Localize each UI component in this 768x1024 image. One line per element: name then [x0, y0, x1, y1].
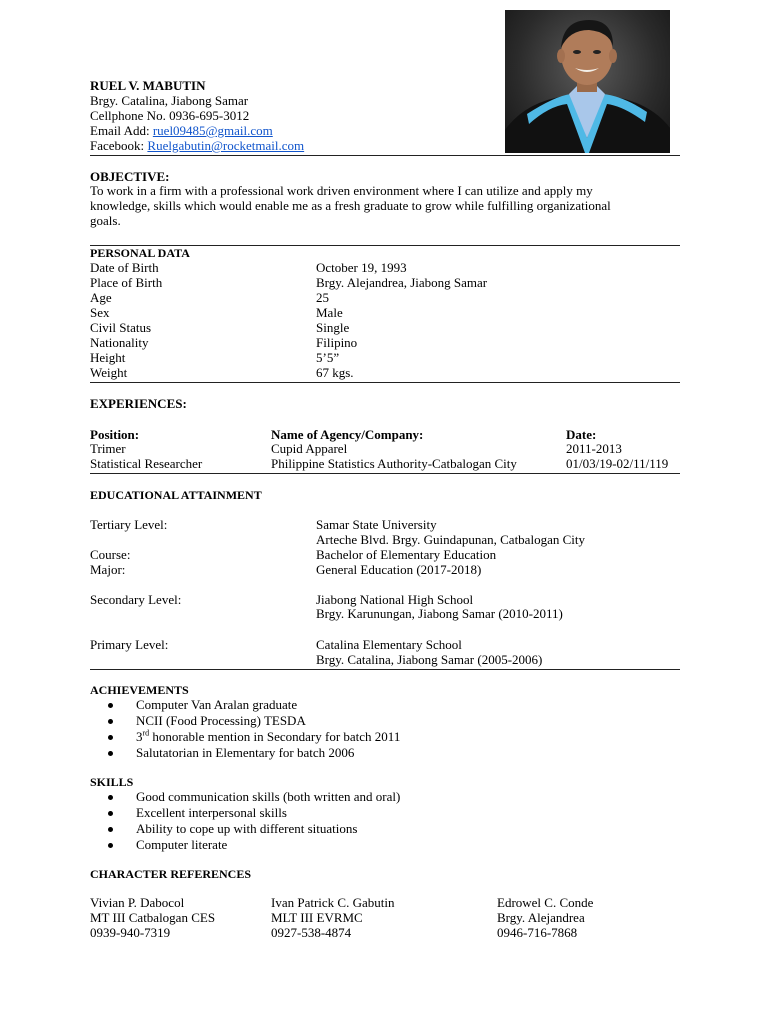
tertiary-label: Tertiary Level: — [90, 517, 168, 532]
primary-school: Catalina Elementary School — [316, 637, 462, 652]
column-agency: Name of Agency/Company: — [271, 427, 424, 442]
education-row — [90, 562, 690, 577]
reference-phone: 0927-538-4874 — [271, 925, 352, 940]
list-item — [108, 729, 400, 745]
ordinal-number: 3 — [136, 729, 143, 744]
list-item: Ability to cope up with different situations — [108, 821, 400, 837]
reference-position: Brgy. Alejandrea — [497, 910, 585, 925]
experience-row — [90, 441, 690, 456]
skills-list — [108, 789, 400, 853]
reference-phone: 0946-716-7868 — [497, 925, 578, 940]
education-row — [90, 606, 690, 621]
list-item: Computer literate — [108, 837, 400, 853]
objective-heading: OBJECTIVE: — [90, 169, 170, 184]
personal-data-heading: PERSONAL DATA — [90, 246, 190, 260]
divider-personal — [90, 382, 680, 383]
graduate-portrait-icon — [505, 10, 670, 153]
facebook-label: Facebook: — [90, 138, 148, 153]
primary-label: Primary Level: — [90, 637, 169, 652]
personal-label: Weight — [90, 365, 128, 380]
education-row — [90, 592, 690, 607]
personal-value: Male — [316, 305, 343, 320]
personal-label: Place of Birth — [90, 275, 163, 290]
personal-label: Nationality — [90, 335, 149, 350]
reference-name: Ivan Patrick C. Gabutin — [271, 895, 395, 910]
profile-photo — [505, 10, 670, 153]
personal-value: 25 — [316, 290, 329, 305]
primary-address: Brgy. Catalina, Jiabong Samar (2005-2006) — [316, 652, 543, 667]
personal-row — [90, 275, 690, 290]
objective-line-3: goals. — [90, 213, 121, 228]
personal-label: Sex — [90, 305, 110, 320]
reference-position: MT III Catbalogan CES — [90, 910, 216, 925]
personal-value: 67 kgs. — [316, 365, 354, 380]
major-value: General Education (2017-2018) — [316, 562, 482, 577]
experience-agency: Cupid Apparel — [271, 441, 348, 456]
personal-value: Filipino — [316, 335, 358, 350]
personal-label: Civil Status — [90, 320, 152, 335]
reference-card — [497, 895, 593, 940]
experience-row — [90, 456, 690, 471]
list-item: Excellent interpersonal skills — [108, 805, 400, 821]
education-row — [90, 532, 690, 547]
personal-value: October 19, 1993 — [316, 260, 407, 275]
secondary-school: Jiabong National High School — [316, 592, 474, 607]
achievements-heading: ACHIEVEMENTS — [90, 683, 189, 697]
email-link[interactable]: ruel09485@gmail.com — [152, 123, 273, 138]
secondary-address: Brgy. Karunungan, Jiabong Samar (2010-2011) — [316, 606, 563, 621]
reference-card — [90, 895, 215, 940]
personal-value: Single — [316, 320, 350, 335]
objective-line-2: knowledge, skills which would enable me as a fresh graduate to grow while fulfilling organizational — [90, 198, 611, 213]
experience-header-row — [90, 427, 690, 442]
achievements-list — [108, 697, 400, 761]
personal-label: Height — [90, 350, 126, 365]
personal-label: Age — [90, 290, 112, 305]
personal-row — [90, 260, 690, 275]
experience-position: Trimer — [90, 441, 126, 456]
list-item: NCII (Food Processing) TESDA — [108, 713, 400, 729]
list-item: Good communication skills (both written and oral) — [108, 789, 400, 805]
secondary-label: Secondary Level: — [90, 592, 182, 607]
experience-date: 2011-2013 — [566, 441, 622, 456]
personal-row — [90, 335, 690, 350]
education-row — [90, 517, 690, 532]
personal-row — [90, 290, 690, 305]
personal-value: Brgy. Alejandrea, Jiabong Samar — [316, 275, 488, 290]
applicant-name: RUEL V. MABUTIN — [90, 78, 206, 93]
personal-row — [90, 350, 690, 365]
list-item: Salutatorian in Elementary for batch 2006 — [108, 745, 400, 761]
reference-name: Edrowel C. Conde — [497, 895, 594, 910]
course-label: Course: — [90, 547, 131, 562]
personal-label: Date of Birth — [90, 260, 159, 275]
column-position: Position: — [90, 427, 140, 442]
facebook-link[interactable]: Ruelgabutin@rocketmail.com — [147, 138, 305, 153]
ordinal-suffix: rd — [142, 728, 150, 738]
facebook-line — [90, 138, 304, 153]
experience-position: Statistical Researcher — [90, 456, 203, 471]
email-line — [90, 123, 273, 138]
experience-date: 01/03/19-02/11/119 — [566, 456, 669, 471]
references-heading: CHARACTER REFERENCES — [90, 867, 252, 881]
experience-agency: Philippine Statistics Authority-Catbalogan City — [271, 456, 517, 471]
course-value: Bachelor of Elementary Education — [316, 547, 497, 562]
education-row — [90, 652, 690, 667]
personal-row — [90, 305, 690, 320]
education-heading: EDUCATIONAL ATTAINMENT — [90, 488, 262, 502]
personal-value: 5’5” — [316, 350, 340, 365]
personal-row — [90, 365, 690, 380]
divider-header — [90, 155, 680, 156]
experiences-heading: EXPERIENCES: — [90, 396, 187, 411]
achievement-text: honorable mention in Secondary for batch 2011 — [149, 729, 401, 744]
personal-row — [90, 320, 690, 335]
objective-line-1: To work in a firm with a professional work driven environment where I can utilize and apply my — [90, 183, 593, 198]
reference-position: MLT III EVRMC — [271, 910, 363, 925]
education-row — [90, 547, 690, 562]
list-item: Computer Van Aralan graduate — [108, 697, 400, 713]
reference-name: Vivian P. Dabocol — [90, 895, 185, 910]
cellphone: Cellphone No. 0936-695-3012 — [90, 108, 250, 123]
tertiary-address: Arteche Blvd. Brgy. Guindapunan, Catbalogan City — [316, 532, 585, 547]
skills-heading: SKILLS — [90, 775, 134, 789]
education-row — [90, 637, 690, 652]
column-date: Date: — [566, 427, 597, 442]
divider-experiences — [90, 473, 680, 474]
reference-card — [271, 895, 394, 940]
tertiary-school: Samar State University — [316, 517, 437, 532]
reference-phone: 0939-940-7319 — [90, 925, 171, 940]
email-label: Email Add: — [90, 123, 153, 138]
major-label: Major: — [90, 562, 126, 577]
divider-education — [90, 669, 680, 670]
address: Brgy. Catalina, Jiabong Samar — [90, 93, 249, 108]
